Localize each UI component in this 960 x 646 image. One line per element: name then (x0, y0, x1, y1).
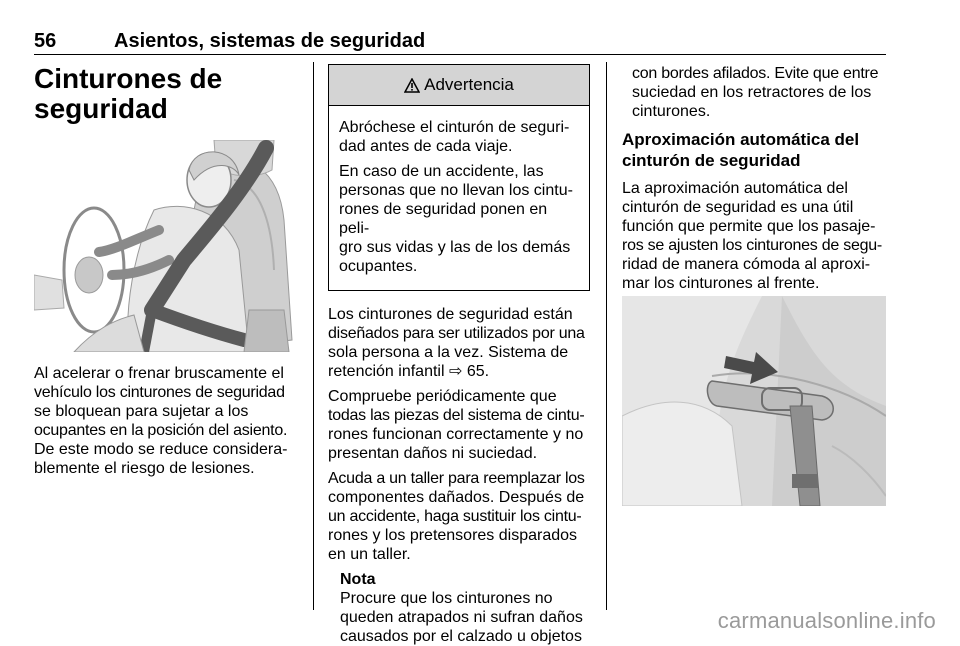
column-1-paragraph (34, 364, 296, 478)
intro-paragraph: Al acelerar o frenar bruscamente el vehículo los cinturones de seguridad se bloquean para sujetar a los ocupantes en la posición del asiento. De este modo se reduce considera- blemente el riesgo de lesiones. (34, 365, 288, 477)
warning-paragraph: Abróchese el cinturón de seguri- dad antes de cada viaje. (339, 119, 570, 155)
warning-triangle-icon (404, 78, 420, 93)
column-1 (34, 64, 296, 124)
page-ref-arrow-icon: ⇨ (448, 363, 463, 380)
warning-body (329, 106, 589, 290)
page-header (34, 28, 886, 55)
warning-paragraph: En caso de un accidente, las personas que no llevan los cintu- rones de seguridad ponen en peli- gro sus vidas y las de los demás ocupantes. (339, 163, 573, 275)
column-2 (328, 64, 592, 646)
paragraph: La aproximación automática del cinturón de seguridad es una útil función que permite que los pasaje- ros se ajusten los cinturones de segu- ridad de manera cómoda al aproxi- mar los cinturones al frente. (622, 180, 882, 292)
note-continuation: con bordes afilados. Evite que entre suciedad en los retractores de los cinturones. (632, 65, 879, 120)
paragraph: Compruebe periódicamente que todas las piezas del sistema de cintu- rones funcionan correctamente y no presentan daños ni suciedad. (328, 388, 585, 462)
seatbelt-driver-illustration (34, 140, 296, 352)
column-divider (606, 62, 607, 610)
section-title: Cinturones de seguridad (34, 63, 223, 124)
page-number: 56 (34, 30, 57, 52)
header-title: Asientos, sistemas de seguridad (114, 30, 426, 52)
paragraph: Los cinturones de seguridad están diseñados para ser utilizados por una sola persona a la vez. Sistema de retención infantil ⇨ 65. (328, 306, 585, 380)
warning-title: Advertencia (424, 75, 514, 94)
note-label: Nota (340, 571, 376, 588)
column-2-text (328, 305, 592, 646)
note (328, 570, 592, 646)
watermark: carmanualsonline.info (717, 608, 936, 633)
column-3 (622, 64, 888, 293)
belt-presenter-illustration (622, 296, 886, 506)
paragraph: Acuda a un taller para reemplazar los componentes dañados. Después de un accidente, haga sustituir los cintu- rones y los pretensores disparados en un taller. (328, 470, 585, 563)
subsection-title: Aproximación automática del cinturón de seguridad (622, 130, 860, 170)
warning-header (329, 65, 589, 106)
column-divider (313, 62, 314, 610)
note-text: Procure que los cinturones no queden atrapados ni sufran daños causados por el calzado u objetos (340, 590, 583, 645)
warning-box (328, 64, 590, 291)
